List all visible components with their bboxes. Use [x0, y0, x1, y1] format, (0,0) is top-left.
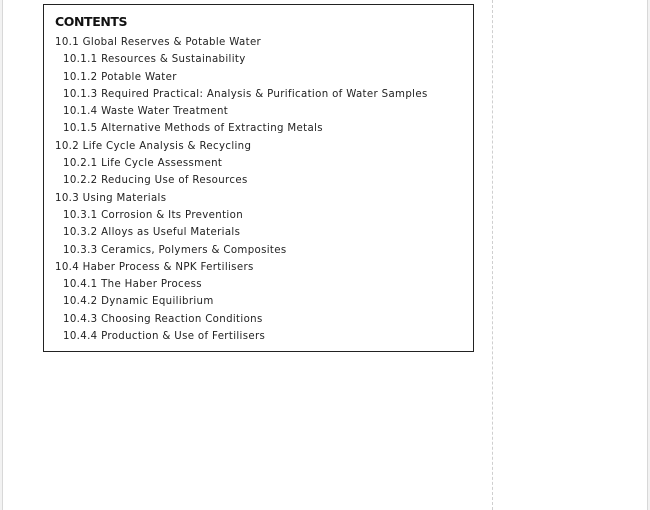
toc-item-10-3-1[interactable]: 10.3.1 Corrosion & Its Prevention — [63, 209, 244, 221]
toc-item-10-1-4[interactable]: 10.1.4 Waste Water Treatment — [63, 106, 229, 118]
toc-item-10-3[interactable]: 10.3 Using Materials — [55, 192, 167, 204]
toc-item-10-1[interactable]: 10.1 Global Reserves & Potable Water — [55, 37, 262, 48]
toc-item-10-4-3[interactable]: 10.4.3 Choosing Reaction Conditions — [63, 313, 263, 325]
toc-item-10-1-1[interactable]: 10.1.1 Resources & Sustainability — [63, 54, 246, 66]
toc-item-10-2-2[interactable]: 10.2.2 Reducing Use of Resources — [63, 175, 248, 187]
contents-title: CONTENTS — [55, 14, 128, 29]
document-page — [2, 0, 648, 510]
toc-item-10-3-3[interactable]: 10.3.3 Ceramics, Polymers & Composites — [63, 244, 287, 256]
toc-item-10-1-5[interactable]: 10.1.5 Alternative Methods of Extracting Metals — [63, 123, 323, 135]
toc-item-10-2-1[interactable]: 10.2.1 Life Cycle Assessment — [63, 158, 223, 170]
toc-item-10-4-1[interactable]: 10.4.1 The Haber Process — [63, 279, 202, 291]
toc-item-10-4-2[interactable]: 10.4.2 Dynamic Equilibrium — [63, 296, 214, 308]
contents-box — [43, 4, 474, 352]
toc-item-10-1-2[interactable]: 10.1.2 Potable Water — [63, 71, 177, 83]
toc-item-10-2[interactable]: 10.2 Life Cycle Analysis & Recycling — [55, 140, 252, 152]
page-margin-guide — [492, 0, 493, 510]
toc-item-10-4-4[interactable]: 10.4.4 Production & Use of Fertilisers — [63, 331, 266, 343]
toc-item-10-4[interactable]: 10.4 Haber Process & NPK Fertilisers — [55, 261, 254, 273]
contents-list — [55, 34, 428, 345]
toc-item-10-3-2[interactable]: 10.3.2 Alloys as Useful Materials — [63, 227, 241, 239]
toc-item-10-1-3[interactable]: 10.1.3 Required Practical: Analysis & Purification of Water Samples — [63, 88, 428, 100]
